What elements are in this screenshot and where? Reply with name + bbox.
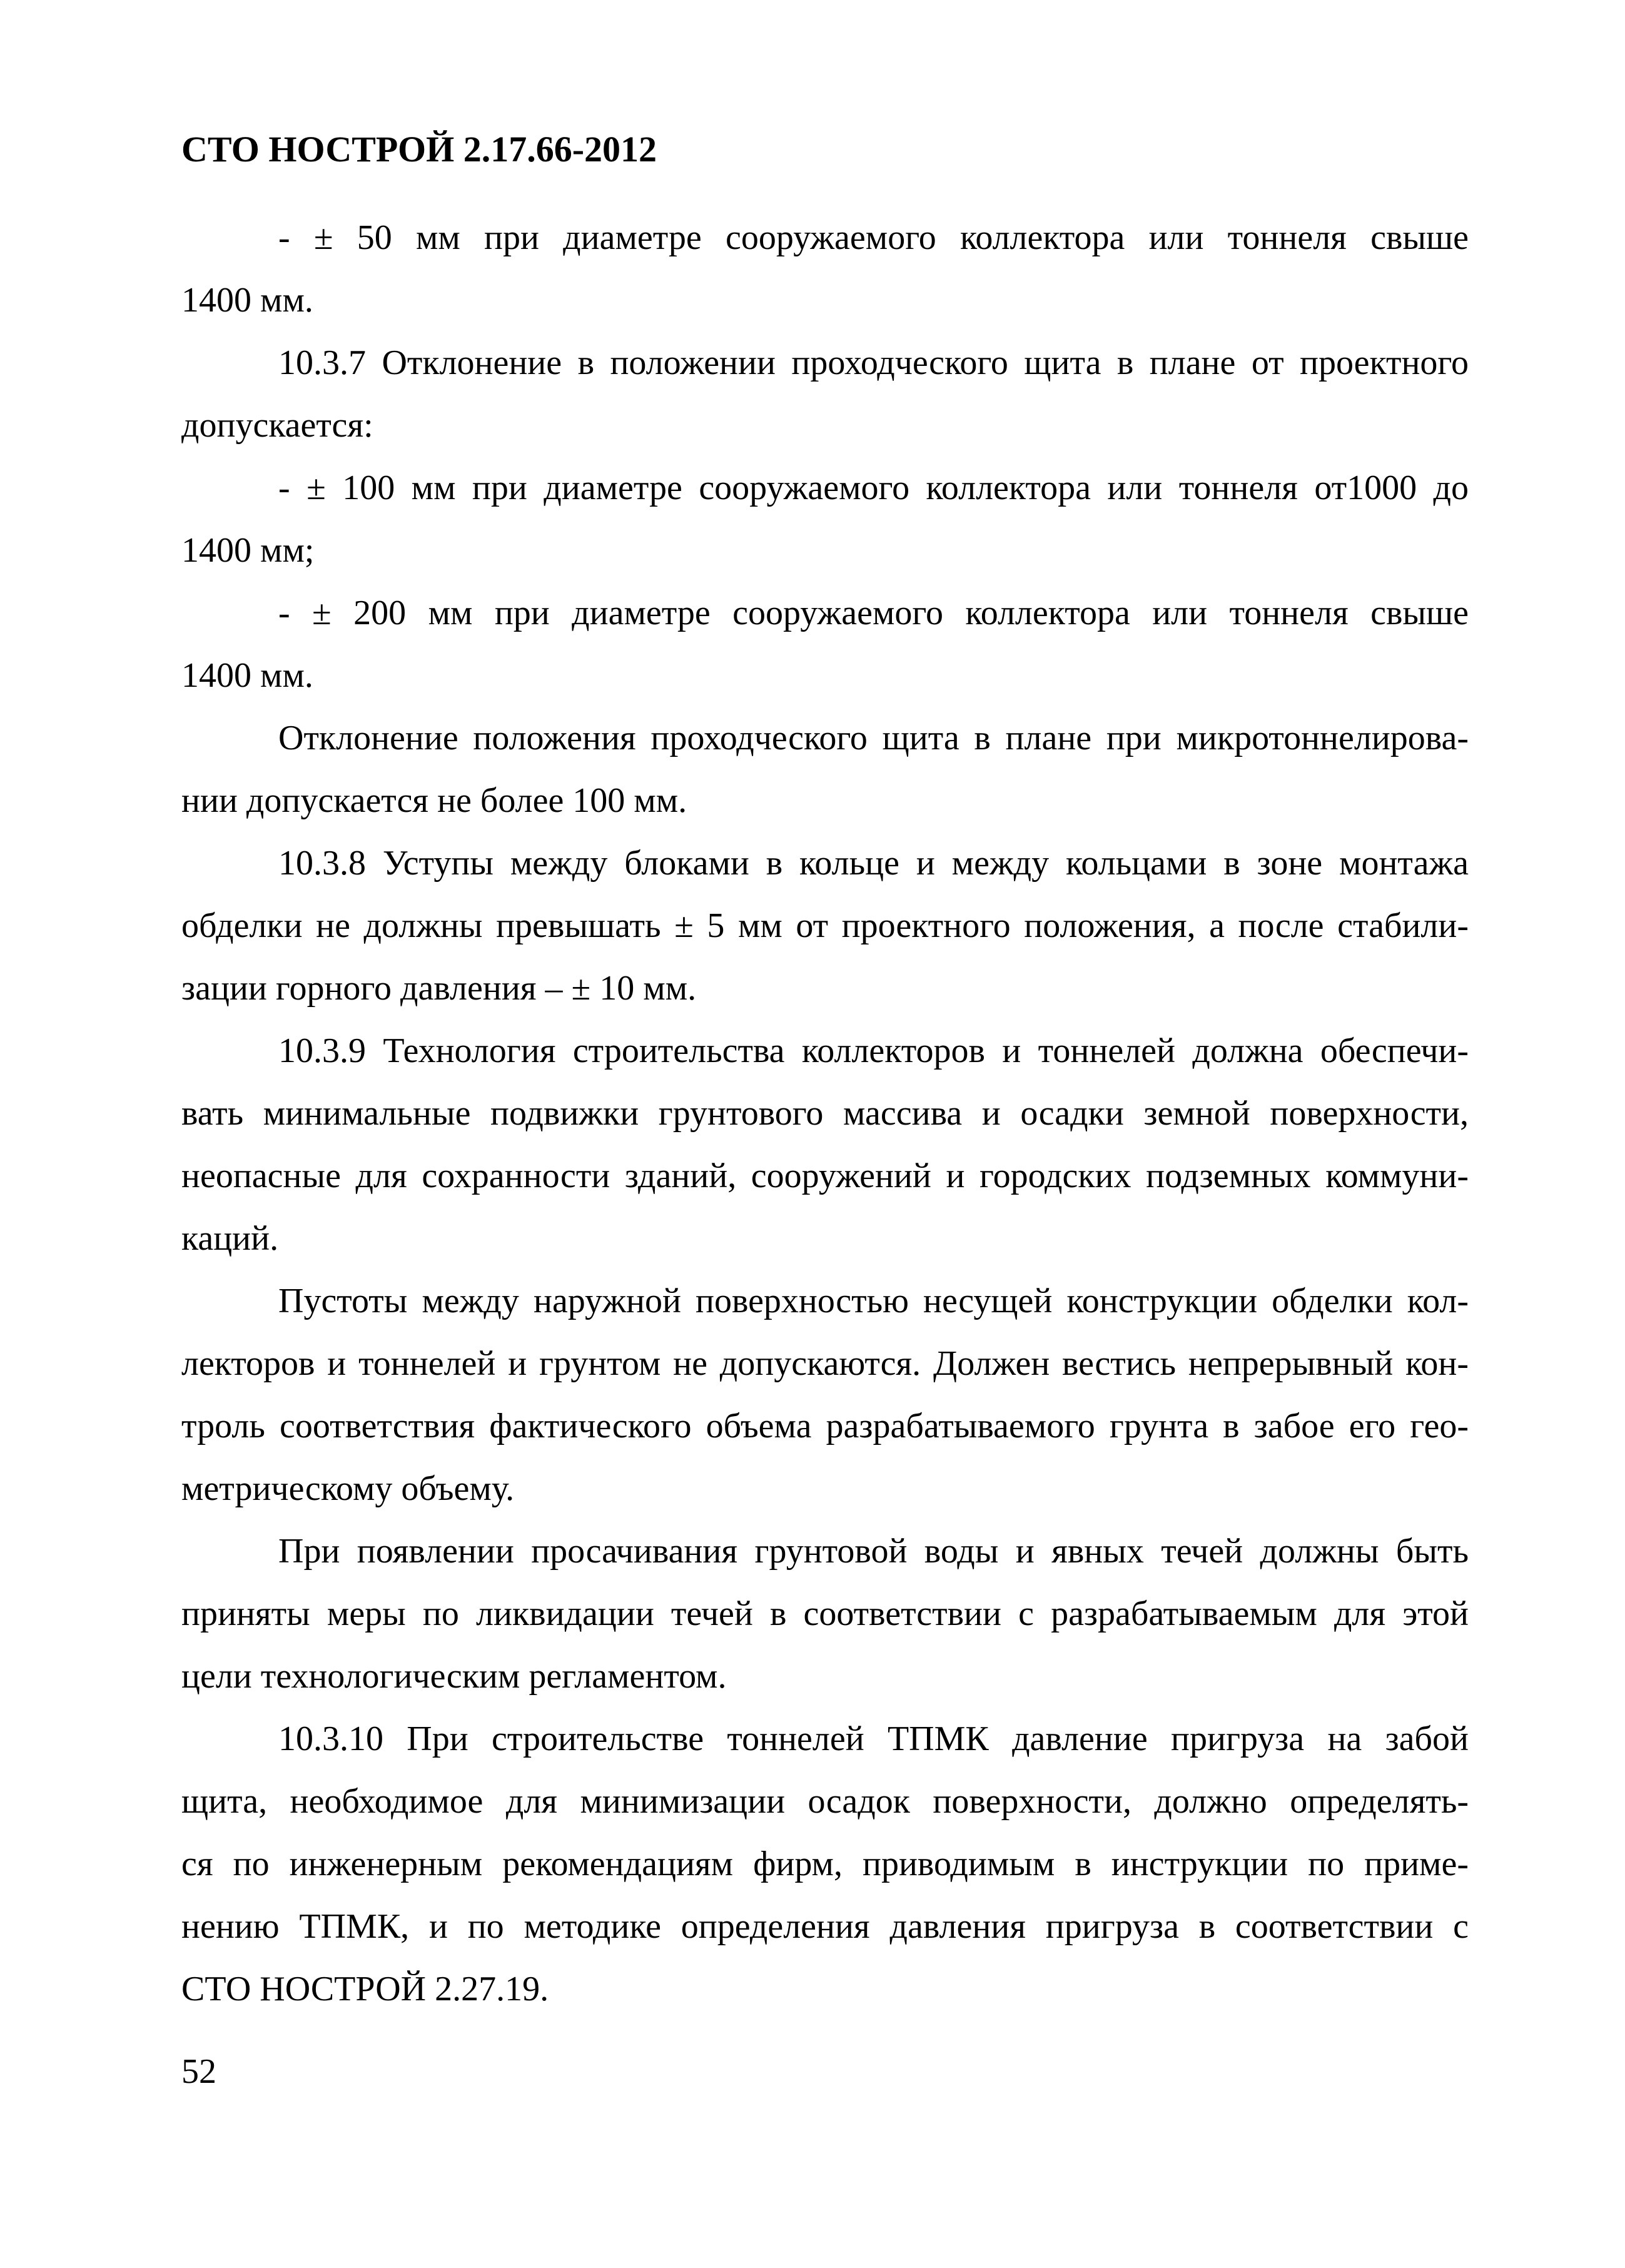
text-line: нению ТПМК, и по методике определения давления пригруза в соответствии с — [181, 1907, 1469, 1946]
text-line: 10.3.8 Уступы между блоками в кольце и между кольцами в зоне монтажа — [278, 844, 1469, 883]
text-line: приняты меры по ликвидации течей в соответствии с разрабатываемым для этой — [181, 1594, 1469, 1633]
document-header: СТО НОСТРОЙ 2.17.66-2012 — [181, 129, 657, 170]
text-line: допускается: — [181, 406, 373, 445]
text-line: - ± 100 мм при диаметре сооружаемого коллектора или тоннеля от1000 до — [278, 468, 1469, 507]
text-line: - ± 200 мм при диаметре сооружаемого коллектора или тоннеля свыше — [278, 594, 1469, 632]
text-line: ся по инженерным рекомендациям фирм, приводимым в инструкции по приме- — [181, 1845, 1469, 1883]
text-line: нии допускается не более 100 мм. — [181, 781, 687, 820]
text-line: лекторов и тоннелей и грунтом не допускаются. Должен вестись непрерывный кон- — [181, 1344, 1469, 1383]
text-line: Отклонение положения проходческого щита в плане при микротоннелирова- — [278, 719, 1469, 757]
text-line: 1400 мм; — [181, 531, 315, 570]
text-line: неопасные для сохранности зданий, сооружений и городских подземных коммуни- — [181, 1157, 1469, 1195]
text-line: каций. — [181, 1219, 279, 1258]
text-line: При появлении просачивания грунтовой воды и явных течей должны быть — [278, 1532, 1469, 1571]
text-line: 10.3.7 Отклонение в положении проходческого щита в плане от проектного — [278, 343, 1469, 382]
text-line: троль соответствия фактического объема разрабатываемого грунта в забое его гео- — [181, 1407, 1469, 1445]
text-line: Пустоты между наружной поверхностью несущей конструкции обделки кол- — [278, 1282, 1469, 1320]
text-line: - ± 50 мм при диаметре сооружаемого коллектора или тоннеля свыше — [278, 218, 1469, 257]
text-line: 1400 мм. — [181, 281, 313, 320]
text-line: обделки не должны превышать ± 5 мм от проектного положения, а после стабили- — [181, 906, 1469, 945]
text-line: 10.3.10 При строительстве тоннелей ТПМК давление пригруза на забой — [278, 1719, 1469, 1758]
text-line: СТО НОСТРОЙ 2.27.19. — [181, 1970, 549, 2008]
text-line: щита, необходимое для минимизации осадок поверхности, должно определять- — [181, 1782, 1469, 1821]
text-line: 10.3.9 Технология строительства коллекторов и тоннелей должна обеспечи- — [278, 1031, 1469, 1070]
text-line: метрическому объему. — [181, 1469, 515, 1508]
text-line: зации горного давления – ± 10 мм. — [181, 969, 697, 1008]
text-line: 1400 мм. — [181, 656, 313, 695]
text-line: вать минимальные подвижки грунтового массива и осадки земной поверхности, — [181, 1094, 1469, 1133]
page-number: 52 — [181, 2052, 216, 2091]
text-line: цели технологическим регламентом. — [181, 1657, 727, 1696]
body-text — [181, 206, 1469, 2020]
